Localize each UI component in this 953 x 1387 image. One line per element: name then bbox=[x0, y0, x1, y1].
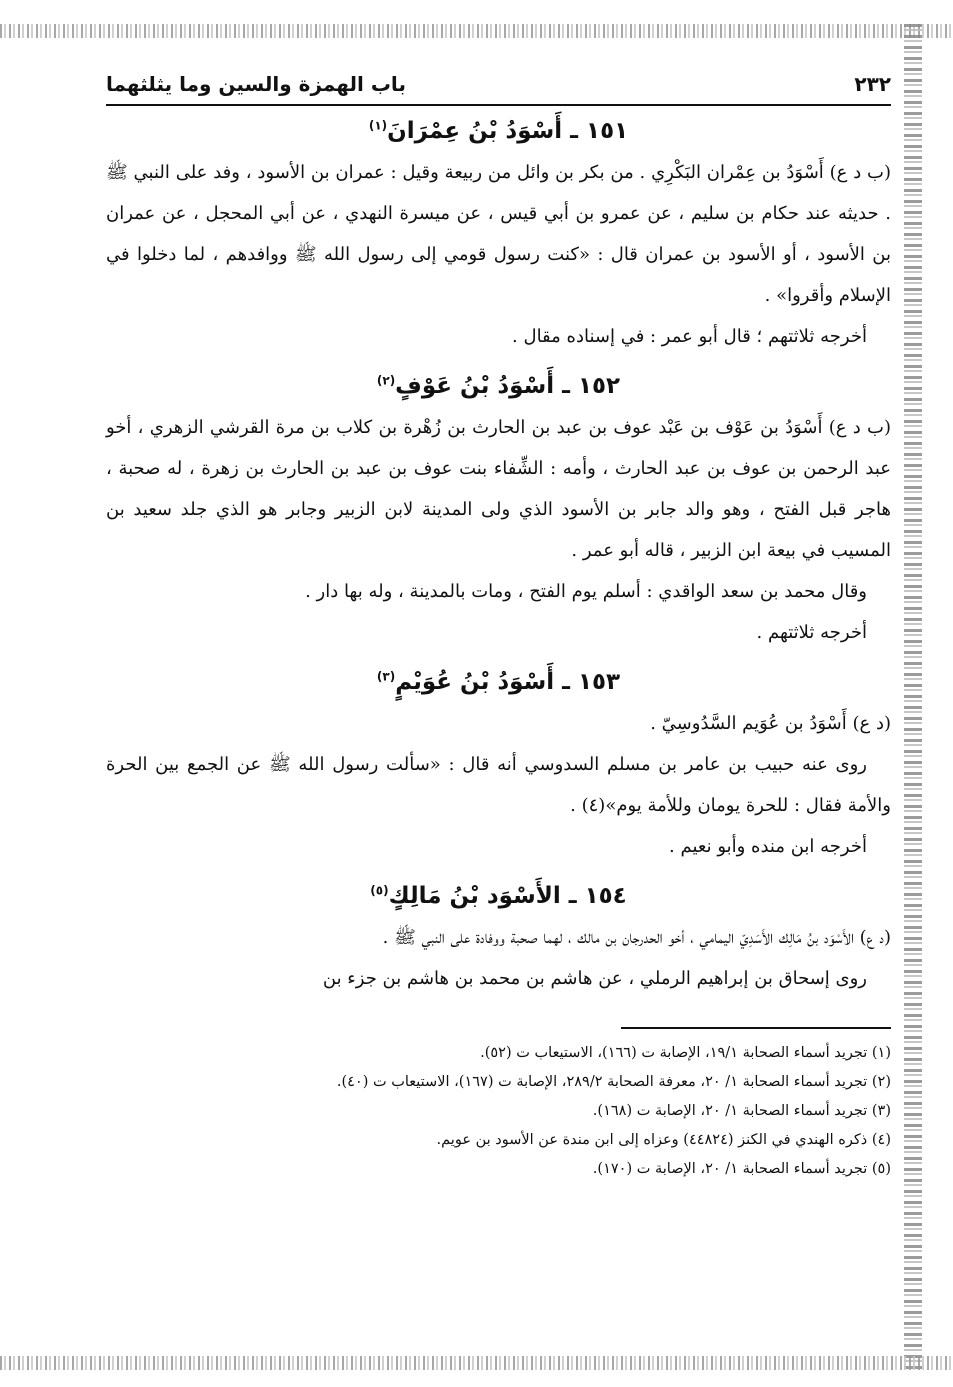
entry-title: ١٥٤ ـ الأَسْوَد بْنُ مَالِكٍ$^{(٥)}$ bbox=[370, 883, 627, 909]
footnote-1: (١) تجريد أسماء الصحابة ١٩/١، الإصابة ت (١٦٦)، الاستيعاب ت (٥٢). bbox=[480, 1045, 891, 1061]
entry-153 bbox=[106, 669, 891, 867]
entry-paragraph: روى إسحاق بن إبراهيم الرملي ، عن هاشم بن محمد بن هاشم بن جزء بن bbox=[322, 968, 867, 989]
decorative-border-bottom bbox=[0, 1356, 953, 1370]
entry-151 bbox=[106, 118, 891, 357]
footnote-4: (٤) ذكره الهندي في الكنز (٤٤٨٢٤) وعزاه إلى ابن مندة عن الأسود بن عويم. bbox=[436, 1132, 891, 1148]
decorative-border-top bbox=[0, 24, 953, 38]
entry-paragraph: (د ع) أَسْوَدُ بن عُوَيم السَّدُوسِيّ . bbox=[650, 713, 891, 734]
page-content bbox=[106, 62, 891, 1184]
entry-title: ١٥٣ ـ أَسْوَدُ بْنُ عُوَيْمٍ$^{(٣)}$ bbox=[376, 669, 621, 695]
page-header bbox=[106, 62, 891, 106]
entry-title: ١٥١ ـ أَسْوَدُ بْنُ عِمْرَانَ$^{(١)}$ bbox=[368, 118, 629, 144]
entry-152 bbox=[106, 373, 891, 653]
page-number: ٢٣٢ bbox=[854, 72, 891, 96]
footnote-5: (٥) تجريد أسماء الصحابة ١/ ٢٠، الإصابة ت (١٧٠). bbox=[592, 1161, 891, 1177]
entry-paragraph: أخرجه ابن منده وأبو نعيم . bbox=[669, 836, 867, 857]
decorative-border-right bbox=[904, 24, 922, 1370]
footnote-divider bbox=[621, 1027, 891, 1029]
entry-paragraph: (ب د ع) أَسْوَدُ بن عِمْران البَكْرِي . من بكر بن وائل من ربيعة وقيل : عمران بن الأسود ، وفد على النبي ﷺ . حديثه عند حكام بن سليم ، عن عمرو بن أبي قيس ، عن ميسرة النهدي ، عن أبي المحجل ، عن عمران بن الأسود ، أو الأسود بن عمران قال : «كنت رسول قومي إلى رسول الله ﷺ ووافدهم ، لما دخلوا في الإسلام وأقروا» . bbox=[106, 162, 891, 306]
footnote-2: (٢) تجريد أسماء الصحابة ١/ ٢٠، معرفة الصحابة ٢٨٩/٢، الإصابة ت (١٦٧)، الاستيعاب ت (٤٠). bbox=[336, 1074, 891, 1090]
entry-paragraph: أخرجه ثلاثتهم . bbox=[756, 622, 867, 643]
entry-title: ١٥٢ ـ أَسْوَدُ بْنُ عَوْفٍ$^{(٢)}$ bbox=[376, 373, 621, 399]
entry-154 bbox=[106, 883, 891, 999]
entry-paragraph: أخرجه ثلاثتهم ؛ قال أبو عمر : في إسناده مقال . bbox=[512, 326, 867, 347]
entry-paragraph: (ب د ع) أَسْوَدُ بن عَوْف بن عَبْد عوف بن عبد بن الحارث بن زُهْرة بن كلاب بن مرة القرشي الزهري ، أخو عبد الرحمن بن عوف بن عبد الحارث ، وأمه : الشِّفاء بنت عوف بن عبد بن الحارث بن زهرة ، له صحبة ، هاجر قبل الفتح ، وهو والد جابر بن الأسود الذي ولى المدينة لابن الزبير وجابر هو الذي جلد سعيد بن المسيب في بيعة ابن الزبير ، قاله أبو عمر . bbox=[106, 417, 891, 561]
footnotes bbox=[106, 1039, 891, 1184]
entry-paragraph: (د ع) الأَسْوَد بنُ مَالِك الأَسَدِيّ اليمامي ، أخو الحدرجان بن مالك ، لهما صحبة ووفادة على النبي ﷺ . bbox=[382, 927, 891, 948]
footnote-3: (٣) تجريد أسماء الصحابة ١/ ٢٠، الإصابة ت (١٦٨). bbox=[592, 1103, 891, 1119]
entry-paragraph: وقال محمد بن سعد الواقدي : أسلم يوم الفتح ، ومات بالمدينة ، وله بها دار . bbox=[305, 581, 867, 602]
entry-paragraph: روى عنه حبيب بن عامر بن مسلم السدوسي أنه قال : «سألت رسول الله ﷺ عن الجمع بين الحرة والأمة فقال : للحرة يومان وللأمة يوم»(٤) . bbox=[106, 754, 891, 816]
running-title: باب الهمزة والسين وما يثلثهما bbox=[106, 72, 406, 96]
